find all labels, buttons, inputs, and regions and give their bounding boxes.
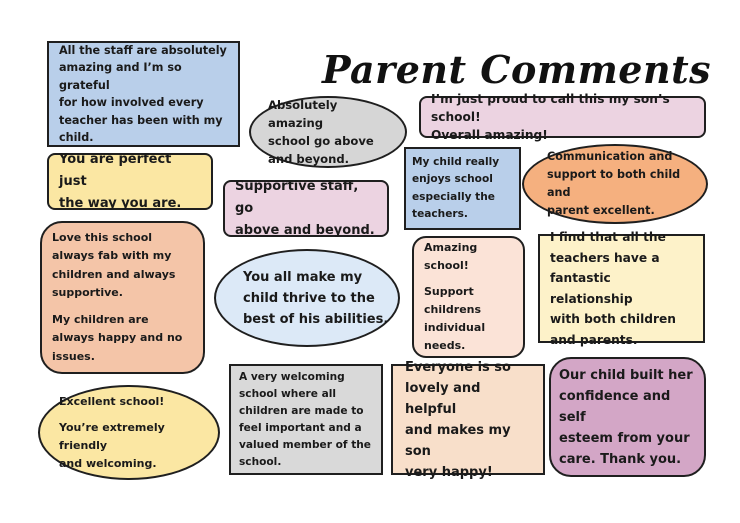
comment-line: You are perfect just xyxy=(59,151,172,189)
comment-card-communication xyxy=(522,144,708,224)
comment-line: A very welcoming xyxy=(239,370,345,383)
comment-line: for how involved every xyxy=(59,96,204,109)
comment-card-very-welcoming xyxy=(229,364,383,475)
comment-line: Overall amazing! xyxy=(431,128,548,142)
comment-line: and beyond. xyxy=(268,152,350,166)
comment-line: amazing and I’m so grateful xyxy=(59,61,182,92)
comment-line: and welcoming. xyxy=(59,456,157,470)
comment-line: Communication and xyxy=(547,150,673,163)
comment-line: teacher has been with my xyxy=(59,113,223,127)
comment-card-amazing-school xyxy=(412,236,525,358)
comment-card-enjoys-school xyxy=(404,147,521,230)
comment-line: school! xyxy=(424,259,469,272)
comment-line: lovely and helpful xyxy=(405,380,481,417)
comment-line: especially the xyxy=(412,190,495,203)
page-title: Parent Comments xyxy=(322,47,712,92)
comment-line: care. Thank you. xyxy=(559,451,682,467)
comment-line: issues. xyxy=(52,349,95,363)
comment-line: You’re extremely friendly xyxy=(59,420,165,452)
comment-line: esteem from your xyxy=(559,430,690,446)
comment-line: and makes my son xyxy=(405,422,511,459)
comment-line: school go above xyxy=(268,134,374,148)
comment-line: school. xyxy=(239,455,282,468)
comment-line: Supportive staff, go xyxy=(235,178,359,216)
comment-line: All the staff are absolutely xyxy=(59,43,227,57)
comment-line: Our child built her xyxy=(559,367,693,383)
comment-card-built-confidence xyxy=(549,357,706,477)
comment-line: Absolutely amazing xyxy=(268,98,338,130)
comment-card-go-above xyxy=(249,96,407,168)
comment-line: above and beyond. xyxy=(235,222,375,238)
comment-card-fantastic-relationship xyxy=(538,230,705,347)
comment-line: confidence and self xyxy=(559,388,671,425)
comment-line: children are made to xyxy=(239,404,364,417)
comment-line: Everyone is so xyxy=(405,359,511,375)
comment-card-lovely-helpful xyxy=(391,359,545,480)
comment-line: My child really xyxy=(412,155,500,168)
comment-line: Excellent school! xyxy=(59,394,165,408)
comment-line: with both children xyxy=(550,312,676,326)
comment-line: always happy and no xyxy=(52,331,183,345)
comment-card-excellent-school xyxy=(38,385,220,480)
comment-line: needs. xyxy=(424,339,466,352)
comment-line: individual xyxy=(424,321,486,334)
comment-line: support to both child and xyxy=(547,168,681,199)
comment-line: supportive. xyxy=(52,286,123,300)
comment-line: teachers have a xyxy=(550,250,660,265)
comment-line: I’m just proud to call this my son’s school! xyxy=(431,92,670,124)
comment-line: very happy! xyxy=(405,464,493,480)
comment-card-proud xyxy=(419,92,706,142)
comment-line: the way you are. xyxy=(59,195,182,211)
comment-line: fantastic relationship xyxy=(550,271,633,306)
comment-line: child. xyxy=(59,131,94,144)
comment-line: Support xyxy=(424,285,474,298)
comment-line: My children are xyxy=(52,312,149,326)
comment-card-child-thrive xyxy=(214,249,400,347)
comment-line: teachers. xyxy=(412,208,468,220)
comment-line: Amazing xyxy=(424,241,478,254)
comment-line: best of his abilities. xyxy=(243,311,389,327)
comment-line: and parents. xyxy=(550,332,638,347)
comment-line: You all make my xyxy=(243,269,363,285)
comment-line: children and always xyxy=(52,267,176,281)
comment-line: valued member of the xyxy=(239,438,371,451)
comment-line: Love this school xyxy=(52,230,153,244)
comment-line: school where all xyxy=(239,387,337,400)
comment-line: always fab with my xyxy=(52,249,172,263)
comment-card-staff-amazing xyxy=(47,41,240,147)
comment-card-love-this-school xyxy=(40,221,205,374)
comment-line: I find that all the xyxy=(550,230,666,244)
comment-line: feel important and a xyxy=(239,421,362,434)
comment-line: parent excellent. xyxy=(547,204,655,217)
comment-line: childrens xyxy=(424,303,482,316)
comment-line: enjoys school xyxy=(412,173,493,185)
comment-card-supportive-staff xyxy=(223,180,389,237)
comment-card-perfect xyxy=(47,153,213,210)
comment-line: child thrive to the xyxy=(243,290,375,306)
